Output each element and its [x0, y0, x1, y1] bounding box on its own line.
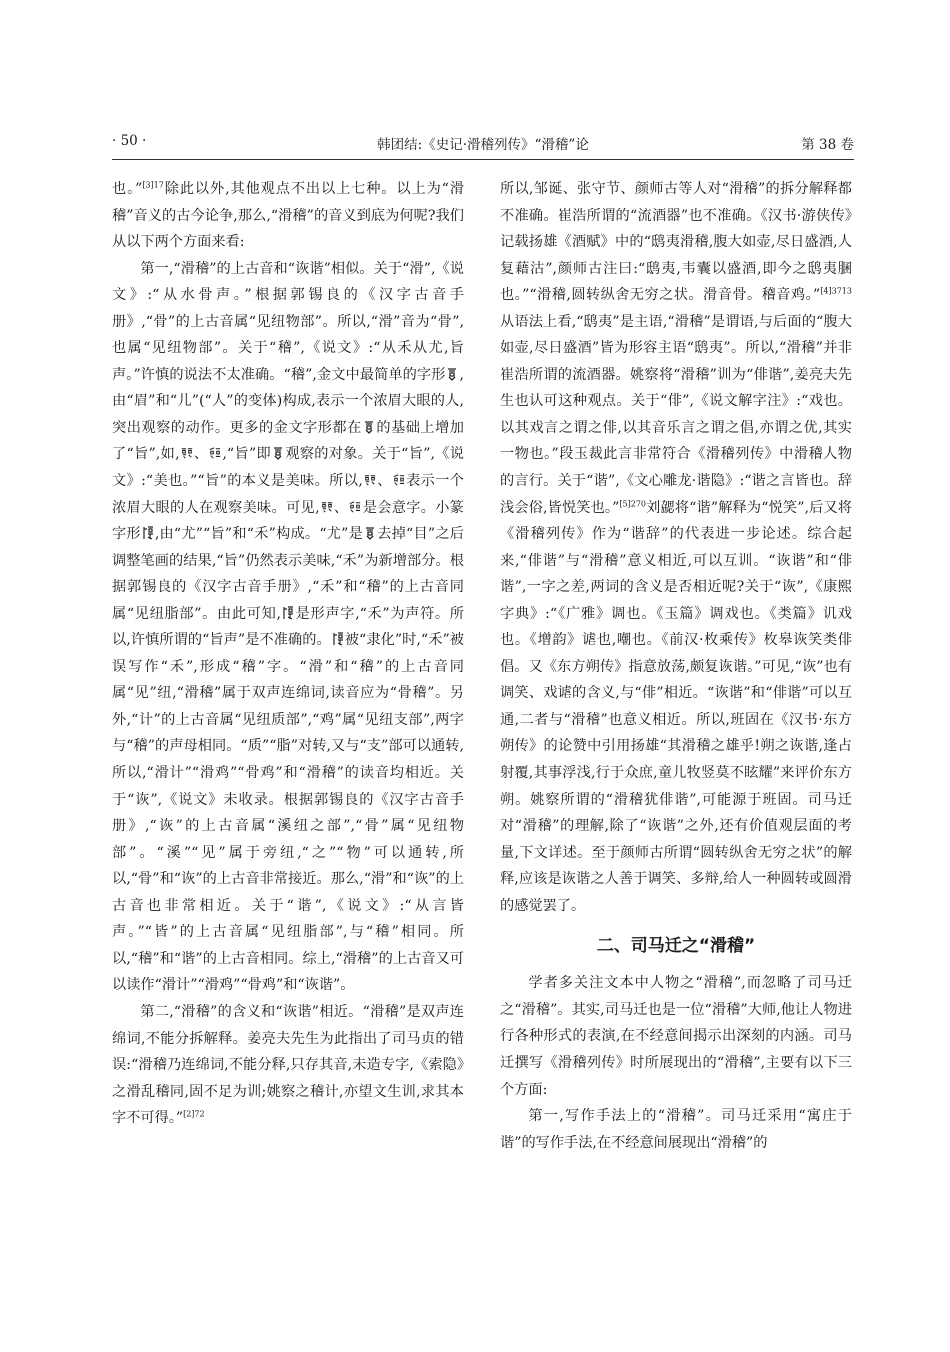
text: 表示一个浓眉大眼的人在观察美味。可见, [112, 473, 464, 516]
page-header [112, 133, 854, 153]
paragraph [500, 176, 852, 919]
bronze-glyph-icon [272, 446, 284, 460]
paragraph: 学者多关注文本中人物之“滑稽”,而忽略了司马迁之“滑稽”。其实,司马迁也是一位“滑稽”大师,他让人物进行各种形式的表演,在不经意间揭示出深刻的内涵。司马迁撰写《滑稽列传》时所展现出的“滑稽”,主要有以下三个方面: [500, 975, 852, 1098]
paragraph [112, 999, 464, 1132]
text: 第一,“滑稽”的上古音和“诙谐”相似。关于“滑”,《说文》:“从水骨声。”根据郭锡良的《汉字古音手册》,“骨”的上古音属“见纽物部”。所以,“滑”音为“骨”,也属“见纽物部”。关于“稽”,《说文》:“从禾从尤,旨声。”许慎的说法不太准确。“稽”,金文中最简单的字形 [112, 260, 464, 383]
text: 是形声字,“禾”为声符。所以,许慎所谓的“旨声”是不准确的。 [112, 605, 464, 649]
text: 第二,“滑稽”的含义和“诙谐”相近。“滑稽”是双声连绵词,不能分拆解释。姜亮夫先生为此指出了司马贞的错误:“滑稽乃连绵词,不能分释,只存其音,未造专字,《索隐》之滑乱稽同,固不足为训;姚察之稽计,亦望文生训,求其本字不可得。” [112, 1003, 464, 1127]
bronze-glyph-icon [364, 526, 376, 540]
seal-glyph-icon [142, 526, 154, 540]
bronze-glyph-icon [393, 473, 405, 487]
text: ,由“尤”“旨”和“禾”构成。“尤”是 [154, 526, 364, 543]
paragraph: 第一,写作手法上的“滑稽”。司马迁采用“寓庄于谐”的写作手法,在不经意间展现出“滑稽”的 [500, 1108, 852, 1151]
citation: [4]3713 [820, 286, 852, 296]
seal-glyph-icon [282, 606, 294, 620]
running-title: 韩团结:《史记·滑稽列传》“滑稽”论 [377, 137, 589, 153]
citation: [3]17 [142, 180, 164, 190]
page-number: · 50 · [112, 133, 147, 149]
text: ,“旨”即 [222, 446, 271, 463]
text: 也。” [112, 181, 143, 197]
text: 、 [376, 473, 392, 490]
citation: [2]72 [183, 1109, 205, 1119]
header-rule [112, 159, 854, 160]
volume-label: 第 38 卷 [801, 137, 854, 153]
bronze-glyph-icon [364, 473, 376, 487]
text: 除此以外,其他观点不出以上七种。以上为“滑稽”音义的古今论争,那么,“滑稽”的音义到底为何呢?我们从以下两个方面来看: [112, 181, 464, 251]
text: 、 [193, 446, 209, 463]
text: 是会意字。小篆字形 [112, 499, 464, 543]
text: 、 [333, 499, 349, 516]
bronze-glyph-icon [321, 500, 333, 514]
left-column [112, 176, 464, 1336]
right-column [500, 176, 852, 1336]
paragraph [112, 256, 464, 999]
text: 去掉“目”之后调整笔画的结果,“旨”仍然表示美味,“禾”为新增部分。根据郭锡良的《汉字古音手册》,“禾”和“稽”的上古音同属“见纽脂部”。由此可知, [112, 526, 464, 622]
text: 被“隶化”时,“禾”被误写作“禾”,形成“稽”字。“滑”和“稽”的上古音同属“见”纽,“滑稽”属于双声连绵词,读音应为“骨稽”。另外,“计”的上古音属“见纽质部”,“鸡”属“见纽支部”,两字与“稽”的声母相同。“质”“脂”对转,又与“支”部可以通转,所以,“滑计”“滑鸡”“骨鸡”和“滑稽”的读音均相近。关于“诙”,《说文》未收录。根据郭锡良的《汉字古音手册》,“诙”的上古音属“溪纽之部”,“骨”属“见纽物部”。“溪”“见”属于旁纽,“之”“物”可以通转,所以,“骨”和“诙”的上古音非常接近。那么,“滑”和“诙”的上古音也非常相近。关于“谐”,《说文》:“从言皆声。”“皆”的上古音属“见纽脂部”,与“稽”相同。所以,“稽”和“谐”的上古音相同。综上,“滑稽”的上古音又可以读作“滑计”“滑鸡”“骨鸡”和“诙谐”。 [112, 632, 464, 994]
bronze-glyph-icon [363, 420, 375, 434]
bronze-glyph-icon [181, 446, 193, 460]
paragraph [112, 176, 464, 256]
seal-glyph-icon [332, 632, 344, 646]
section-heading: 二、司马迁之“滑稽” [596, 936, 756, 957]
text: 的基础上增加了“旨”,如, [112, 419, 464, 463]
citation: [5]270 [619, 498, 647, 508]
text: ,由“眉”和“儿”(“人”的变体)构成,表示一个浓眉大眼的人,突出观察的动作。更多的金文字形都在 [112, 366, 464, 436]
text: 观察的对象。关于“旨”,《说文》:“美也。”“旨”的本义是美味。所以, [112, 446, 464, 490]
bronze-glyph-icon [349, 500, 361, 514]
text: 所以,邹诞、张守节、颜师古等人对“滑稽”的拆分解释都不准确。崔浩所谓的“流酒器”也不准确。《汉书·游侠传》记载扬雄《酒赋》中的“鸱夷滑稽,腹大如壶,尽日盛酒,人复藉沽”,颜师古注曰:“鸱夷,韦囊以盛酒,即今之鸱夷䐃也。”“滑稽,圆转纵舍无穷之状。滑音骨。稽音鸡。” [500, 181, 852, 304]
text: 刘勰将“谐”解释为“悦笑”,后又将《滑稽列传》作为“谐辞”的代表进一步论述。综合起来,“俳谐”与“滑稽”意义相近,可以互训。“诙谐”和“俳谐”,一字之差,两词的含义是否相近呢?关于“诙”,《康熙字典》:“《广雅》调也。《玉篇》调戏也。《类篇》讥戏也。《增韵》谑也,嘲也。《前汉·枚乘传》枚皋诙笑类俳倡。又《东方朔传》指意放荡,颇复诙谐。”可见,“诙”也有调笑、戏谑的含义,与“俳”相近。“诙谐”和“俳谐”可以互通,二者与“滑稽”也意义相近。所以,班固在《汉书·东方朔传》的论赞中引用扬雄“其滑稽之雄乎!朔之诙谐,逢占射覆,其事浮浅,行于众庶,童儿牧竖莫不眩耀”来评价东方朔。姚察所谓的“滑稽犹俳谐”,可能源于班固。司马迁对“滑稽”的理解,除了“诙谐”之外,还有价值观层面的考量,下文详述。至于颜师古所谓“圆转纵舍无穷之状”的解释,应该是诙谐之人善于调笑、多辩,给人一种圆转或圆滑的感觉罢了。 [500, 499, 852, 914]
bronze-glyph-icon [446, 367, 458, 381]
bronze-glyph-icon [209, 446, 221, 460]
text: 从语法上看,“鸱夷”是主语,“滑稽”是谓语,与后面的“腹大如壶,尽日盛酒”皆为形容主语“鸱夷”。所以,“滑稽”并非崔浩所谓的流酒器。姚察将“滑稽”训为“俳谐”,姜亮夫先生也认可这种观点。关于“俳”,《说文解字注》:“戏也。以其戏言之谓之俳,以其音乐言之谓之倡,亦谓之优,其实一物也。”段玉裁此言非常符合《滑稽列传》中滑稽人物的言行。关于“谐”,《文心雕龙·谐隐》:“谐之言皆也。辞浅会俗,皆悦笑也。” [500, 313, 852, 516]
